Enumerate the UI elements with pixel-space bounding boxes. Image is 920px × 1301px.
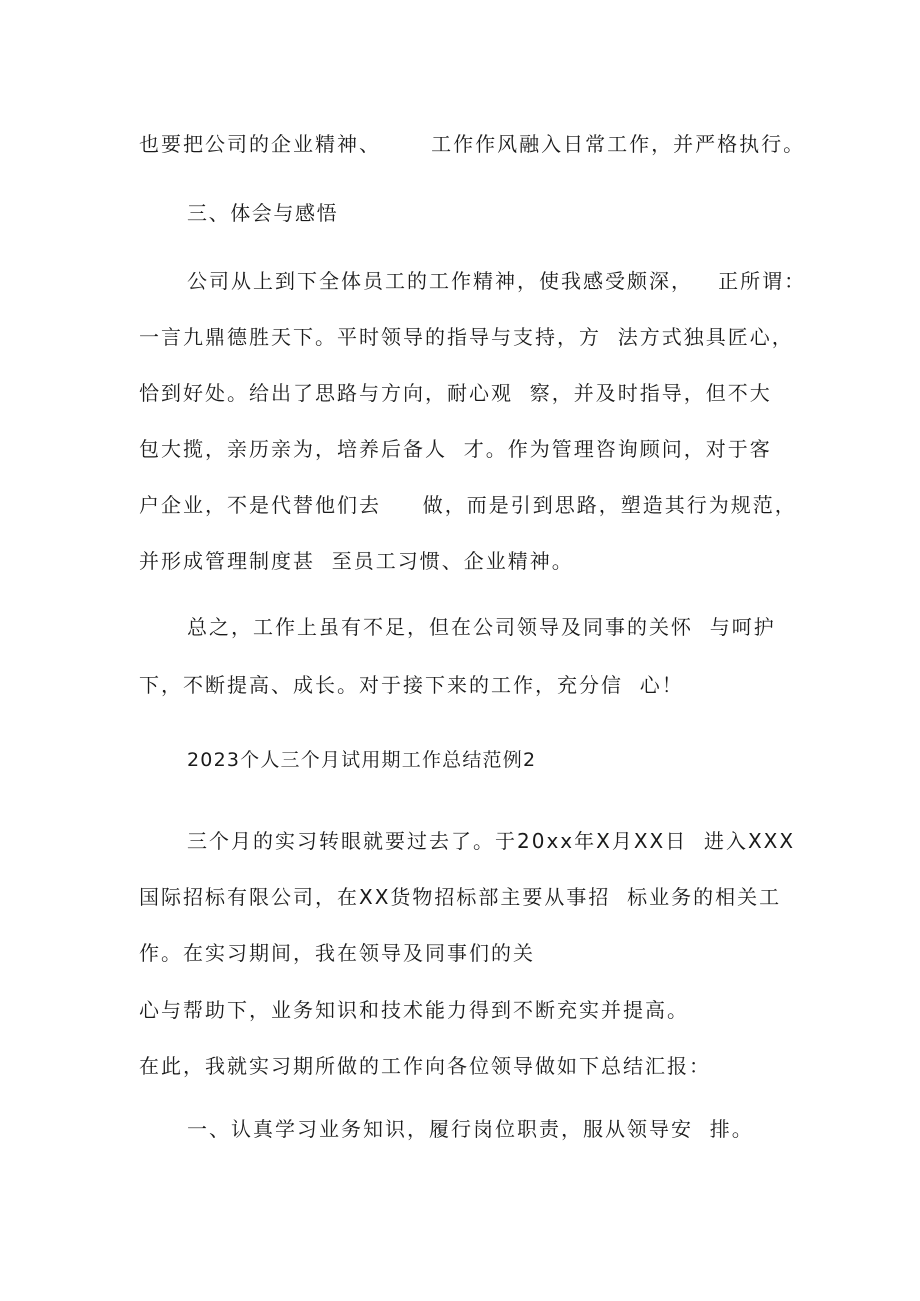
paragraph-line: 国际招标有限公司，在XX货物招标部主要从事招 标业务的相关工: [139, 885, 782, 909]
paragraph-line: 包大揽，亲历亲为，培养后备人 才。作为管理咨询顾问，对于客: [139, 437, 772, 461]
paragraph-line: 也要把公司的企业精神、 工作作风融入日常工作，并严格执行。: [139, 132, 806, 156]
paragraph-line: 下，不断提高、成长。对于接下来的工作，充分信 心！: [139, 673, 684, 697]
document-title: 2023个人三个月试用期工作总结范例2: [187, 749, 537, 771]
paragraph-line: 总之，工作上虽有不足，但在公司领导及同事的关怀 与呵护: [187, 615, 776, 639]
section-heading: 三、体会与感悟: [187, 201, 339, 225]
paragraph-line: 三个月的实习转眼就要过去了。于20xx年X月XX日 进入XXX: [187, 829, 796, 853]
paragraph-line: 并形成管理制度甚 至员工习惯、企业精神。: [139, 549, 574, 573]
paragraph-line: 恰到好处。给出了思路与方向，耐心观 察，并及时指导，但不大: [139, 381, 772, 405]
paragraph-line: 一言九鼎德胜天下。平时领导的指导与支持，方 法方式独具匠心，: [139, 325, 794, 349]
paragraph-line: 公司从上到下全体员工的工作精神，使我感受颇深， 正所谓：: [187, 269, 807, 293]
paragraph-line: 户企业，不是代替他们去 做，而是引到思路，塑造其行为规范，: [139, 493, 797, 517]
section-heading: 一、认真学习业务知识，履行岗位职责，服从领导安 排。: [187, 1117, 754, 1141]
paragraph-line: 心与帮助下，业务知识和技术能力得到不断充实并提高。: [139, 998, 689, 1022]
paragraph-line: 作。在实习期间，我在领导及同事们的关: [139, 941, 535, 965]
paragraph-line: 在此，我就实习期所做的工作向各位领导做如下总结汇报：: [139, 1054, 711, 1078]
